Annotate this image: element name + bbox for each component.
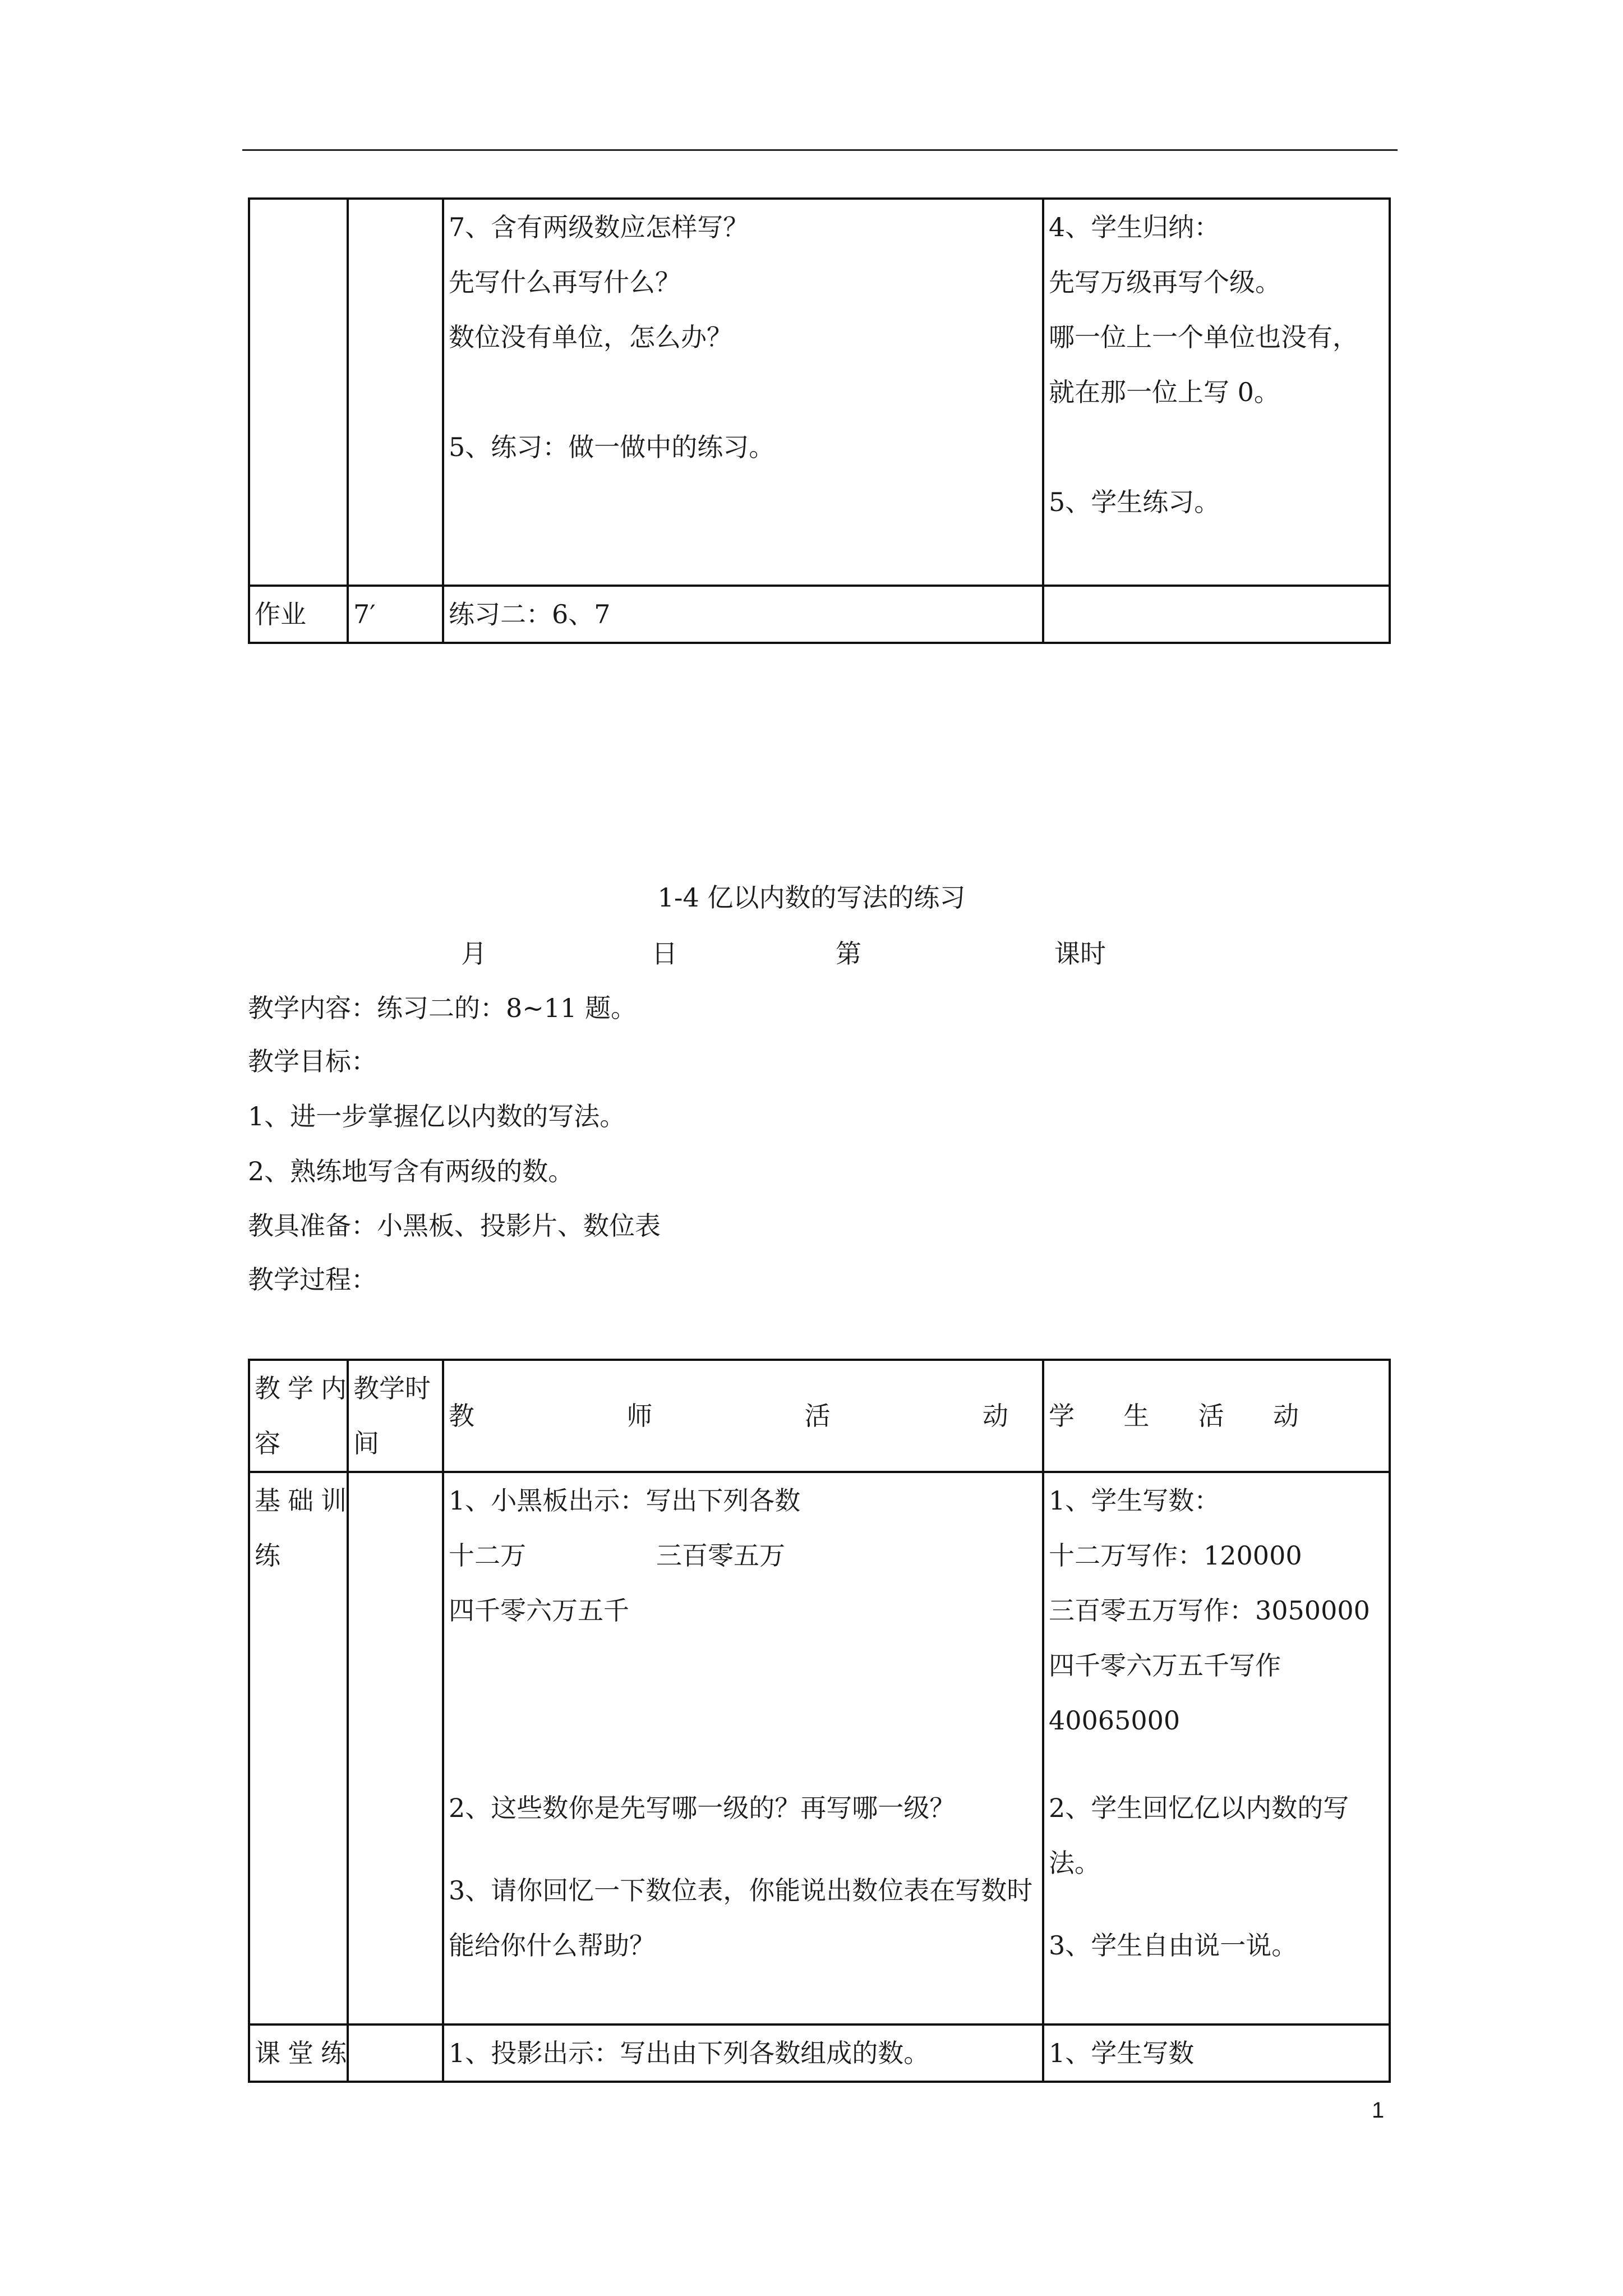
header-student-cell: 学 生 活 动 [1043, 1360, 1390, 1472]
text-line: 先写万级再写个级。 [1049, 267, 1281, 297]
text-line: 5、学生练习。 [1049, 487, 1220, 517]
teacher-activity-cell [443, 199, 1043, 586]
teaching-content: 教学内容：练习二的：8~11 题。 [248, 993, 637, 1023]
header-teacher-cell: 教 师 活 动 [443, 1360, 1043, 1472]
content-cell: 作业 [249, 586, 348, 643]
text-line: 7、含有两级数应怎样写？ [449, 212, 749, 242]
table-row [249, 199, 1390, 586]
text-line: 3、学生自由说一说。 [1049, 1930, 1298, 1961]
text-line: 1、学生写数： [1049, 1485, 1220, 1516]
table-header-row [249, 1360, 1390, 1472]
period-lesson: 课时 [1054, 938, 1106, 969]
teaching-goals-label: 教学目标： [248, 1046, 377, 1076]
text-line: 哪一位上一个单位也没有， [1049, 322, 1358, 352]
table-row [249, 2024, 1390, 2082]
text-line: 2、这些数你是先写哪一级的？再写哪一级？ [449, 1793, 956, 1823]
student-activity-cell [1043, 199, 1390, 586]
lesson-table-continued [248, 197, 1391, 644]
text-line: 数位没有单位，怎么办？ [449, 322, 732, 352]
period-which: 第 [836, 938, 861, 969]
text-line: 十二万 三百零五万 [449, 1540, 785, 1571]
teaching-tools: 教具准备：小黑板、投影片、数位表 [248, 1211, 661, 1241]
text-line: 四千零六万五千 [449, 1595, 629, 1626]
lesson-process-table [248, 1359, 1391, 2083]
text-line: 5、练习：做一做中的练习。 [449, 432, 775, 462]
time-cell [348, 2024, 443, 2082]
teaching-goal-2: 2、熟练地写含有两级的数。 [248, 1156, 574, 1186]
content-cell [249, 199, 348, 586]
period-day: 日 [652, 938, 677, 969]
header-rule [242, 149, 1398, 151]
text-line: 十二万写作：120000 [1049, 1540, 1302, 1571]
header-time-cell: 教学时间 [348, 1360, 443, 1472]
content-cell: 基础训练 [249, 1472, 348, 2024]
table-row [249, 586, 1390, 643]
student-activity-cell: 1、学生写数 [1043, 2024, 1390, 2082]
text-paragraph: 3、请你回忆一下数位表，你能说出数位表在写数时能给你什么帮助？ [449, 1875, 1033, 1961]
time-cell [348, 1472, 443, 2024]
student-activity-cell [1043, 1472, 1390, 2024]
text-line: 先写什么再写什么？ [449, 267, 681, 297]
content-cell: 课堂练 [249, 2024, 348, 2082]
text-line: 4、学生归纳： [1049, 212, 1220, 242]
teaching-goal-1: 1、进一步掌握亿以内数的写法。 [248, 1101, 626, 1131]
text-paragraph: 四千零六万五千写作 40065000 [1049, 1650, 1281, 1736]
page-number: 1 [1372, 2098, 1385, 2123]
text-line: 1、小黑板出示：写出下列各数 [449, 1485, 801, 1516]
time-cell [348, 199, 443, 586]
teacher-activity-cell: 练习二：6、7 [443, 586, 1043, 643]
lesson-title: 1-4 亿以内数的写法的练习 [657, 882, 966, 913]
teaching-process-label: 教学过程： [248, 1264, 377, 1295]
header-content-cell: 教学内容 [249, 1360, 348, 1472]
teacher-activity-cell: 1、投影出示：写出由下列各数组成的数。 [443, 2024, 1043, 2082]
teacher-activity-cell [443, 1472, 1043, 2024]
student-activity-cell [1043, 586, 1390, 643]
time-cell: 7′ [348, 586, 443, 643]
text-line: 就在那一位上写 0。 [1049, 377, 1280, 407]
text-paragraph: 2、学生回忆亿以内数的写法。 [1049, 1793, 1349, 1878]
period-month: 月 [461, 938, 487, 969]
text-line: 三百零五万写作：3050000 [1049, 1595, 1370, 1626]
table-row [249, 1472, 1390, 2024]
